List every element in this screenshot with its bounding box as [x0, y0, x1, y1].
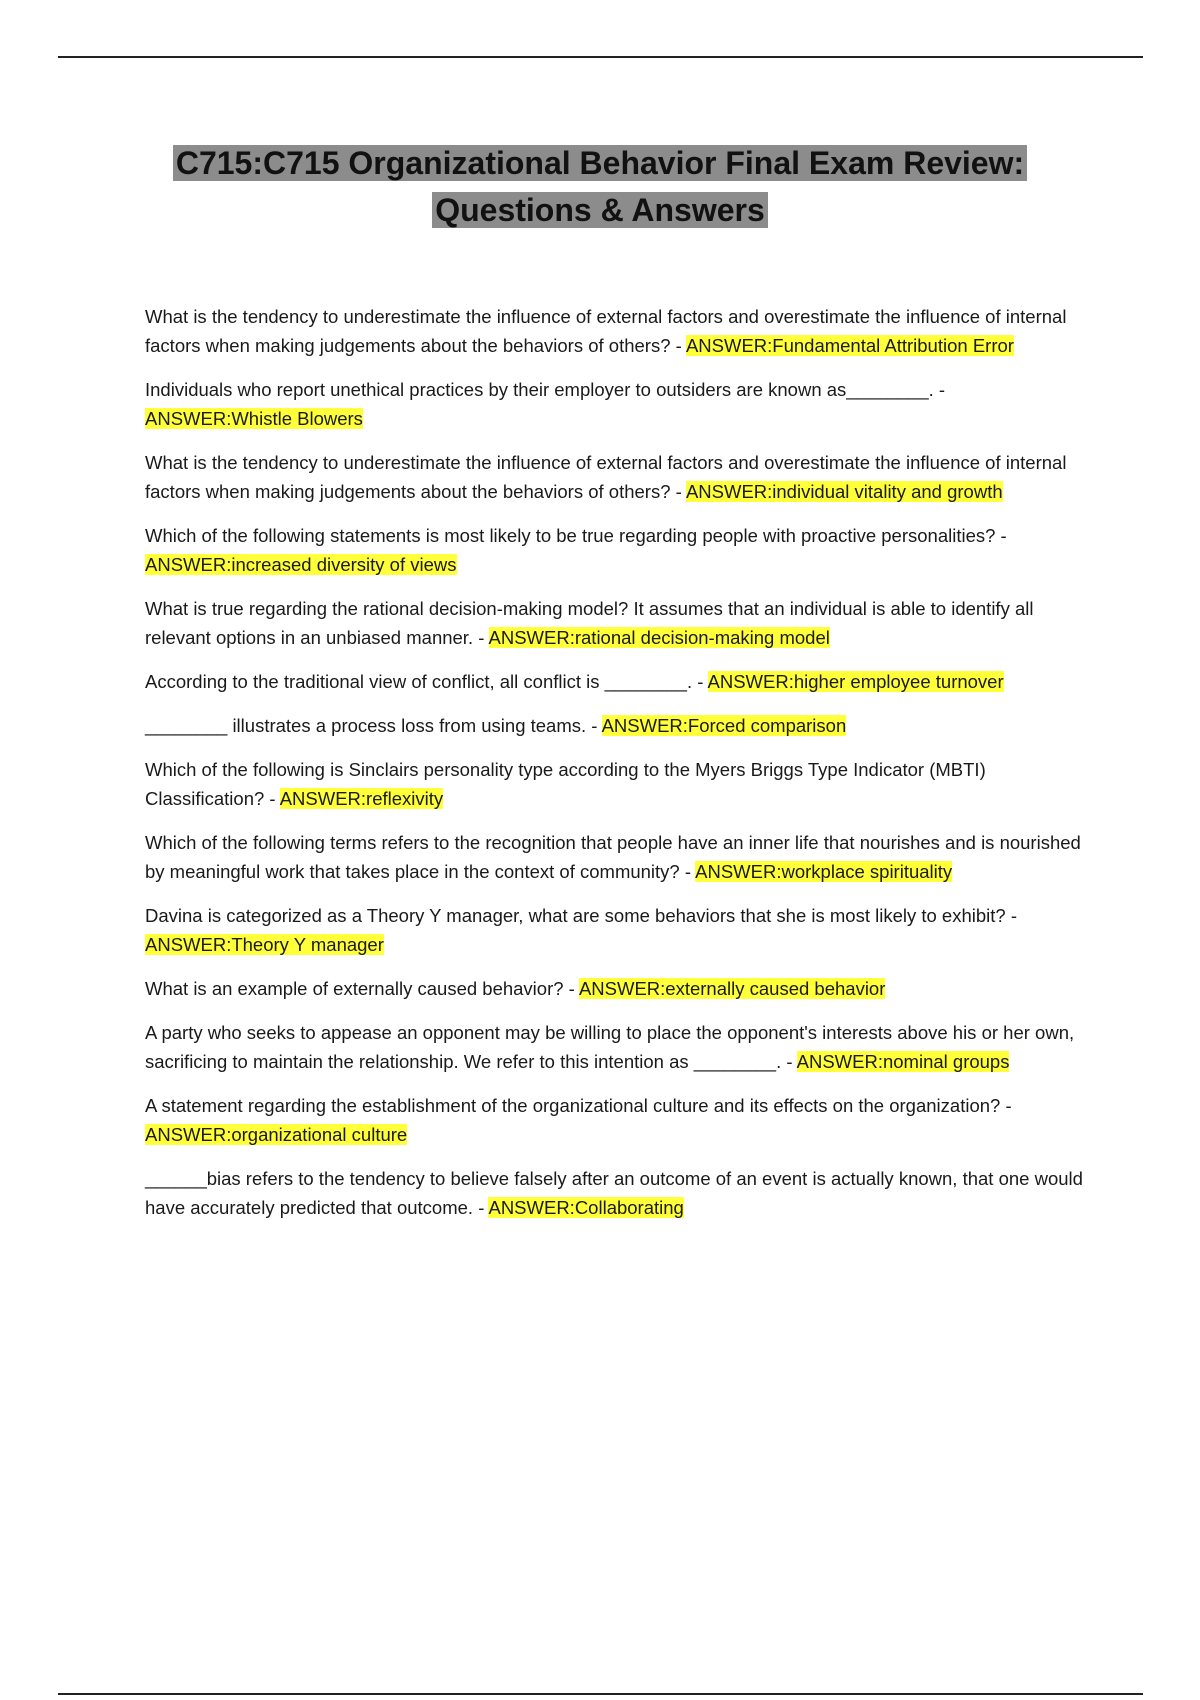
question-text: Which of the following statements is most likely to be true regarding people with proactive personalities? - [145, 525, 1007, 546]
answer-text: ANSWER:Forced comparison [601, 715, 847, 736]
question-text: ________ illustrates a process loss from using teams. - [145, 715, 602, 736]
question-text: ______bias refers to the tendency to believe falsely after an outcome of an event is actually known, that one would have accurately predicted that outcome. - [145, 1168, 1083, 1218]
answer-text: ANSWER:organizational culture [145, 1124, 408, 1145]
answer-text: ANSWER:individual vitality and growth [685, 481, 1003, 502]
question-text: What is an example of externally caused behavior? - [145, 978, 579, 999]
qa-item [145, 667, 1085, 696]
question-text: Which of the following terms refers to the recognition that people have an inner life that nourishes and is nourished by meaningful work that takes place in the context of community? - [145, 832, 1081, 882]
answer-text: ANSWER:Theory Y manager [145, 934, 384, 955]
answer-text: ANSWER:higher employee turnover [707, 671, 1004, 692]
question-text: According to the traditional view of conflict, all conflict is ________. - [145, 671, 708, 692]
qa-item [145, 755, 1085, 813]
title-line-1: C715:C715 Organizational Behavior Final Exam Review: [0, 143, 1200, 183]
answer-text: ANSWER:externally caused behavior [578, 978, 886, 999]
question-text: What is the tendency to underestimate the influence of external factors and overestimate the influence of internal factors when making judgements about the behaviors of others? - [145, 306, 1067, 356]
answer-text: ANSWER:workplace spirituality [695, 861, 953, 882]
qa-item [145, 828, 1085, 886]
qa-list [145, 302, 1085, 1237]
question-text: Individuals who report unethical practices by their employer to outsiders are known as________. - [145, 379, 946, 400]
header-rule [58, 56, 1143, 58]
qa-item [145, 302, 1085, 360]
qa-item [145, 901, 1085, 959]
qa-item [145, 594, 1085, 652]
question-text: A party who seeks to appease an opponent may be willing to place the opponent's interests above his or her own, sacrificing to maintain the relationship. We refer to this intention as ________. - [145, 1022, 1075, 1072]
qa-item [145, 1018, 1085, 1076]
answer-text: ANSWER:increased diversity of views [145, 554, 457, 575]
question-text: What is true regarding the rational decision-making model? It assumes that an individual is able to identify all relevant options in an unbiased manner. - [145, 598, 1034, 648]
answer-text: ANSWER:rational decision-making model [488, 627, 830, 648]
document-title [0, 143, 1200, 237]
question-text: A statement regarding the establishment of the organizational culture and its effects on the organization? - [145, 1095, 1012, 1116]
answer-text: ANSWER:Whistle Blowers [145, 408, 363, 429]
title-line-2: Questions & Answers [0, 190, 1200, 230]
qa-item [145, 375, 1085, 433]
question-text: What is the tendency to underestimate the influence of external factors and overestimate the influence of internal factors when making judgements about the behaviors of others? - [145, 452, 1067, 502]
qa-item [145, 1164, 1085, 1222]
qa-item [145, 1091, 1085, 1149]
qa-item [145, 974, 1085, 1003]
footer-rule [58, 1693, 1143, 1695]
question-text: Which of the following is Sinclairs personality type according to the Myers Briggs Type Indicator (MBTI) Classification? - [145, 759, 986, 809]
answer-text: ANSWER:Fundamental Attribution Error [685, 335, 1014, 356]
answer-text: ANSWER:reflexivity [279, 788, 444, 809]
answer-text: ANSWER:nominal groups [796, 1051, 1010, 1072]
question-text: Davina is categorized as a Theory Y manager, what are some behaviors that she is most likely to exhibit? - [145, 905, 1018, 926]
answer-text: ANSWER:Collaborating [488, 1197, 684, 1218]
qa-item [145, 711, 1085, 740]
qa-item [145, 448, 1085, 506]
qa-item [145, 521, 1085, 579]
